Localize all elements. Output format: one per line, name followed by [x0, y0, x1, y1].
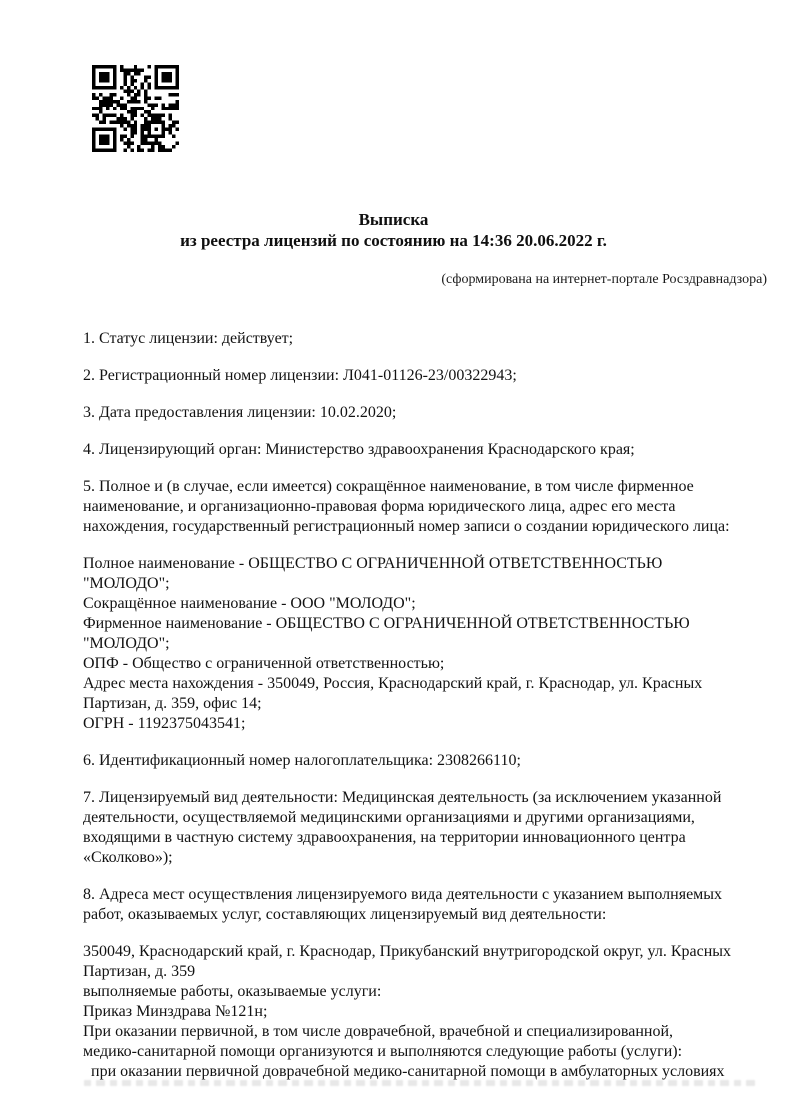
text-line: Адрес места нахождения - 350049, Россия, Краснодарский край, г. Краснодар, ул. Красных: [83, 675, 703, 692]
text-line: 8. Адреса мест осуществления лицензируемого вида деятельности с указанием выполняемых: [83, 886, 723, 903]
paragraph: [83, 440, 778, 460]
text-line: 1. Статус лицензии: действует;: [83, 330, 294, 347]
text-line: 3. Дата предоставления лицензии: 10.02.2020;: [83, 404, 397, 421]
text-line: 7. Лицензируемый вид деятельности: Медицинская деятельность (за исключением указанной: [83, 789, 722, 806]
paragraph: [83, 366, 778, 386]
text-line: Приказ Минздрава №121н;: [83, 1003, 268, 1020]
text-line: работ, оказываемых услуг, составляющих лицензируемый вид деятельности:: [83, 906, 607, 923]
text-line: «Сколково»);: [83, 849, 173, 866]
text-line: деятельности, осуществляемой медицинскими организациями и другими организациями,: [83, 809, 695, 826]
document-body: [83, 329, 778, 1099]
paragraph: [83, 477, 778, 537]
text-line: выполняемые работы, оказываемые услуги:: [83, 983, 382, 1000]
text-line: наименование, и организационно-правовая форма юридического лица, адрес его места: [83, 498, 676, 515]
paragraph: [83, 885, 778, 925]
text-line: входящими в частную систему здравоохранения, на территории инновационного центра: [83, 829, 686, 846]
text-line: 4. Лицензирующий орган: Министерство здравоохранения Краснодарского края;: [83, 441, 635, 458]
title-line-2: из реестра лицензий по состоянию на 14:36 20.06.2022 г.: [180, 231, 607, 250]
text-line: ОПФ - Общество с ограниченной ответственностью;: [83, 655, 445, 672]
qr-code-icon: [92, 63, 179, 154]
cropped-text-line: [84, 1080, 756, 1086]
text-line: ОГРН - 1192375043541;: [83, 715, 246, 732]
text-line: Сокращённое наименование - ООО "МОЛОДО";: [83, 595, 416, 612]
paragraph: [83, 329, 778, 349]
text-line: Партизан, д. 359, офис 14;: [83, 695, 262, 712]
text-line: при оказании первичной доврачебной медико-санитарной помощи в амбулаторных условиях: [83, 1063, 725, 1080]
paragraph: [83, 554, 778, 734]
paragraph: [83, 751, 778, 771]
document-title: [0, 209, 787, 251]
text-line: "МОЛОДО";: [83, 635, 170, 652]
text-line: Полное наименование - ОБЩЕСТВО С ОГРАНИЧЕННОЙ ОТВЕТСТВЕННОСТЬЮ: [83, 555, 663, 572]
text-line: 5. Полное и (в случае, если имеется) сокращённое наименование, в том числе фирменное: [83, 478, 694, 495]
text-line: 2. Регистрационный номер лицензии: Л041-01126-23/00322943;: [83, 367, 517, 384]
text-line: Партизан, д. 359: [83, 963, 196, 980]
text-line: 6. Идентификационный номер налогоплательщика: 2308266110;: [83, 752, 521, 769]
text-line: нахождения, государственный регистрационный номер записи о создании юридического лица:: [83, 518, 730, 535]
text-line: медико-санитарной помощи организуются и выполняются следующие работы (услуги):: [83, 1043, 683, 1060]
paragraph: [83, 942, 778, 1082]
text-line: Фирменное наименование - ОБЩЕСТВО С ОГРАНИЧЕННОЙ ОТВЕТСТВЕННОСТЬЮ: [83, 615, 690, 632]
text-line: При оказании первичной, в том числе доврачебной, врачебной и специализированной,: [83, 1023, 674, 1040]
title-line-1: Выписка: [358, 210, 429, 229]
text-line: 350049, Краснодарский край, г. Краснодар, Прикубанский внутригородской округ, ул. Красных: [83, 943, 732, 960]
paragraph: [83, 403, 778, 423]
document-subtitle: (сформирована на интернет-портале Росздравнадзора): [441, 272, 767, 287]
paragraph: [83, 788, 778, 868]
text-line: "МОЛОДО";: [83, 575, 170, 592]
